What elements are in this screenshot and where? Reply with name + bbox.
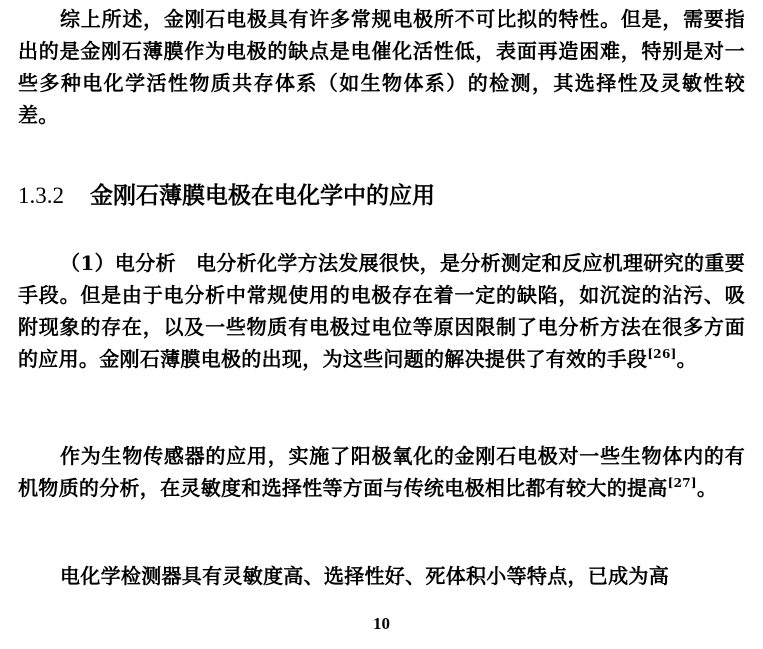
section-heading	[18, 180, 745, 212]
citation-27: [27]	[667, 476, 697, 490]
paragraph-end: 。	[696, 476, 718, 500]
paragraph-electroanalysis	[18, 247, 745, 375]
paragraph-detector: 电化学检测器具有灵敏度高、选择性好、死体积小等特点，已成为高	[60, 564, 669, 588]
citation-26: [26]	[647, 347, 677, 361]
paragraph-summary: 综上所述，金刚石电极具有许多常规电极所不可比拟的特性。但是，需要指出的是金刚石薄膜作为电极的缺点是电催化活性低，表面再造困难，特别是对一些多种电化学活性物质共存体系（如生物体系）的检测，其选择性及灵敏性较差。	[18, 7, 745, 127]
page-number: 10	[373, 614, 390, 633]
paragraph-label: （1）电分析	[60, 251, 176, 275]
section-title: 金刚石薄膜电极在电化学中的应用	[90, 183, 435, 209]
paragraph-biosensor	[18, 440, 745, 504]
paragraph-text: 电分析化学方法发展很快，是分析测定和反应机理研究的重要手段。但是由于电分析中常规使用的电极存在着一定的缺陷，如沉淀的沾污、吸附现象的存在，以及一些物质有电极过电位等原因限制了电分析方法在很多方面的应用。金刚石薄膜电极的出现，为这些问题的解决提供了有效的手段	[18, 251, 745, 371]
section-number: 1.3.2	[18, 183, 64, 208]
paragraph-end: 。	[676, 347, 697, 371]
paragraph-text: 作为生物传感器的应用，实施了阳极氧化的金刚石电极对一些生物体内的有机物质的分析，在灵敏度和选择性等方面与传统电极相比都有较大的提高	[18, 444, 745, 500]
